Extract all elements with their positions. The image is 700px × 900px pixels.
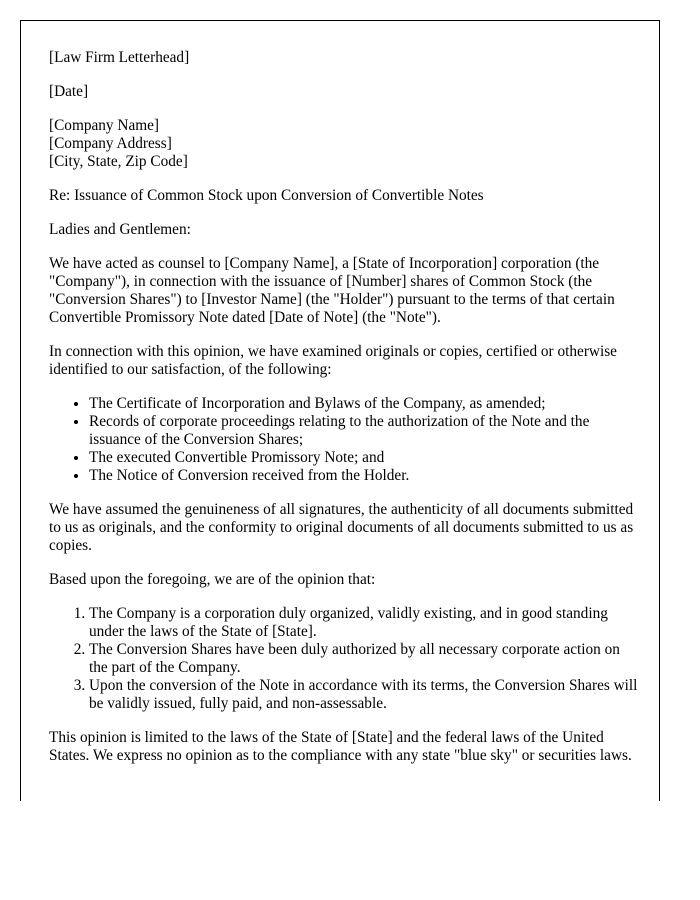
re-line: Re: Issuance of Common Stock upon Conversion of Convertible Notes [49, 187, 484, 204]
list-item: • The Certificate of Incorporation and Bylaws of the Company, as amended; [89, 395, 639, 413]
letter-date: [Date] [49, 83, 89, 100]
examined-paragraph: In connection with this opinion, we have examined originals or copies, certified or otherwise identified to our satisfaction, of the following: [49, 343, 617, 378]
list-item: 1. The Company is a corporation duly organized, validly existing, and in good standing under the laws of the State of [State]. [89, 605, 639, 641]
letter-body [49, 49, 639, 781]
letter-page [20, 20, 660, 801]
intro-paragraph: We have acted as counsel to [Company Name], a [State of Incorporation] corporation (the "Company"), in connection with the issuance of [Number] shares of Common Stock (the "Conversion Shares") to [Investor Name] (the "Holder") pursuant to the terms of that certain Convertible Promissory Note dated [Date of Note] (the "Note"). [49, 255, 615, 326]
recipient-city-state-zip: [City, State, Zip Code] [49, 153, 188, 170]
assumption-paragraph: We have assumed the genuineness of all signatures, the authenticity of all documents submitted to us as originals, and the conformity to original documents of all documents submitted to us as copies. [49, 501, 634, 554]
recipient-company-address: [Company Address] [49, 135, 172, 152]
opinion-intro: Based upon the foregoing, we are of the opinion that: [49, 571, 376, 588]
recipient-address-block [49, 117, 639, 171]
list-item: 2. The Conversion Shares have been duly authorized by all necessary corporate action on the part of the Company. [89, 641, 639, 677]
list-item: • The executed Convertible Promissory Note; and [89, 449, 639, 467]
recipient-company-name: [Company Name] [49, 117, 160, 134]
limitation-paragraph: This opinion is limited to the laws of the State of [State] and the federal laws of the United States. We express no opinion as to the compliance with any state "blue sky" or securities laws. [49, 729, 632, 764]
salutation: Ladies and Gentlemen: [49, 221, 191, 238]
list-item: • Records of corporate proceedings relating to the authorization of the Note and the issuance of the Conversion Shares; [89, 413, 639, 449]
opinions-list [49, 605, 639, 713]
list-item: • The Notice of Conversion received from the Holder. [89, 467, 639, 485]
documents-list [49, 395, 639, 485]
list-item: 3. Upon the conversion of the Note in accordance with its terms, the Conversion Shares will be validly issued, fully paid, and non-assessable. [89, 677, 639, 713]
letterhead: [Law Firm Letterhead] [49, 49, 190, 66]
